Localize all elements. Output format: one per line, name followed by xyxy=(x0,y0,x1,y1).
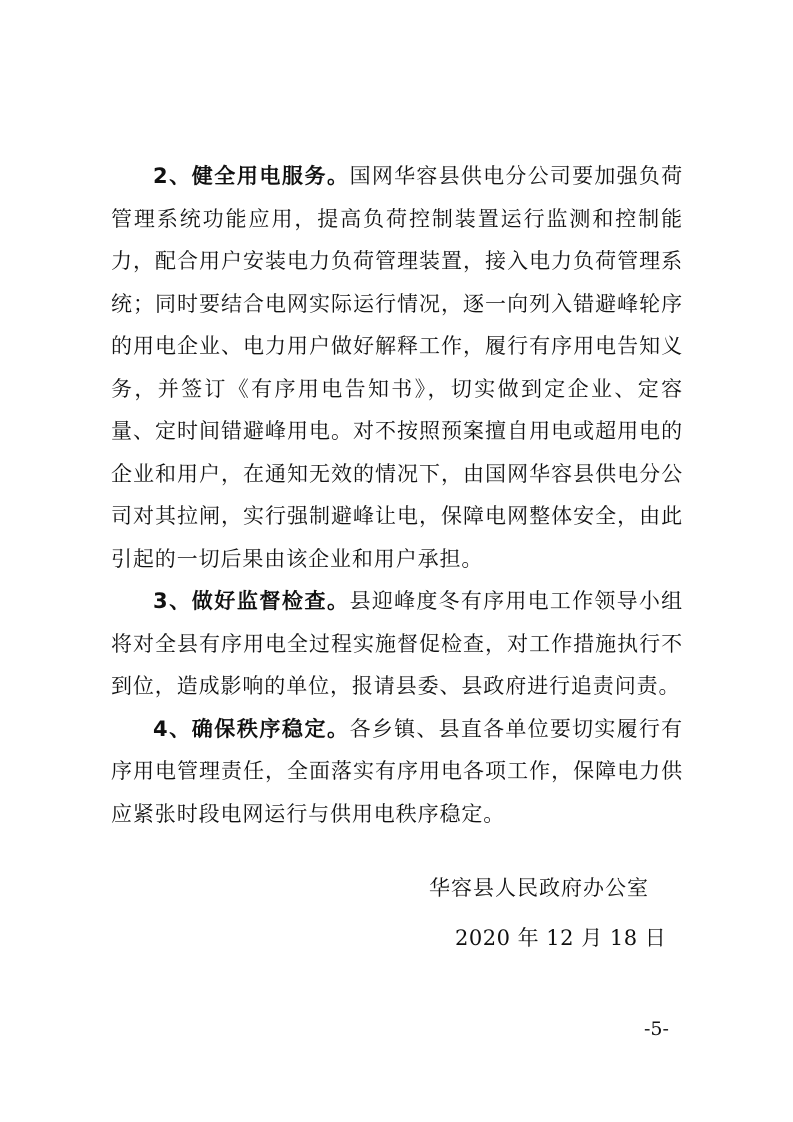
paragraph-heading: 3、做好监督检查。 xyxy=(153,589,350,613)
document-body xyxy=(111,155,683,835)
paragraph-text: 国网华容县供电分公司要加强负荷管理系统功能应用，提高负荷控制装置运行监测和控制能力，配合用户安装电力负荷管理装置，接入电力负荷管理系统；同时要结合电网实际运行情况，逐一向列入错避峰轮序的用电企业、电力用户做好解释工作，履行有序用电告知义务，并签订《有序用电告知书》，切实做到定企业、定容量、定时间错避峰用电。对不按照预案擅自用电或超用电的企业和用户，在通知无效的情况下，由国网华容县供电分公司对其拉闸，实行强制避峰让电，保障电网整体安全，由此引起的一切后果由该企业和用户承担。 xyxy=(111,164,683,571)
signature-date: 2020 年 12 月 18 日 xyxy=(455,926,667,950)
signature-organization: 华容县人民政府办公室 xyxy=(429,876,649,900)
paragraph-service xyxy=(111,155,683,580)
paragraph-heading: 2、健全用电服务。 xyxy=(153,164,350,188)
paragraph-stability xyxy=(111,708,683,836)
paragraph-heading: 4、确保秩序稳定。 xyxy=(153,716,350,741)
page-number: -5- xyxy=(644,1018,669,1040)
paragraph-text: 县迎峰度冬有序用电工作领导小组将对全县有序用电全过程实施督促检查，对工作措施执行不到位，造成影响的单位，报请县委、县政府进行追责问责。 xyxy=(111,589,683,698)
paragraph-supervision xyxy=(111,580,683,708)
paragraph-text: 各乡镇、县直各单位要切实履行有序用电管理责任，全面落实有序用电各项工作，保障电力供应紧张时段电网运行与供用电秩序稳定。 xyxy=(111,716,683,826)
